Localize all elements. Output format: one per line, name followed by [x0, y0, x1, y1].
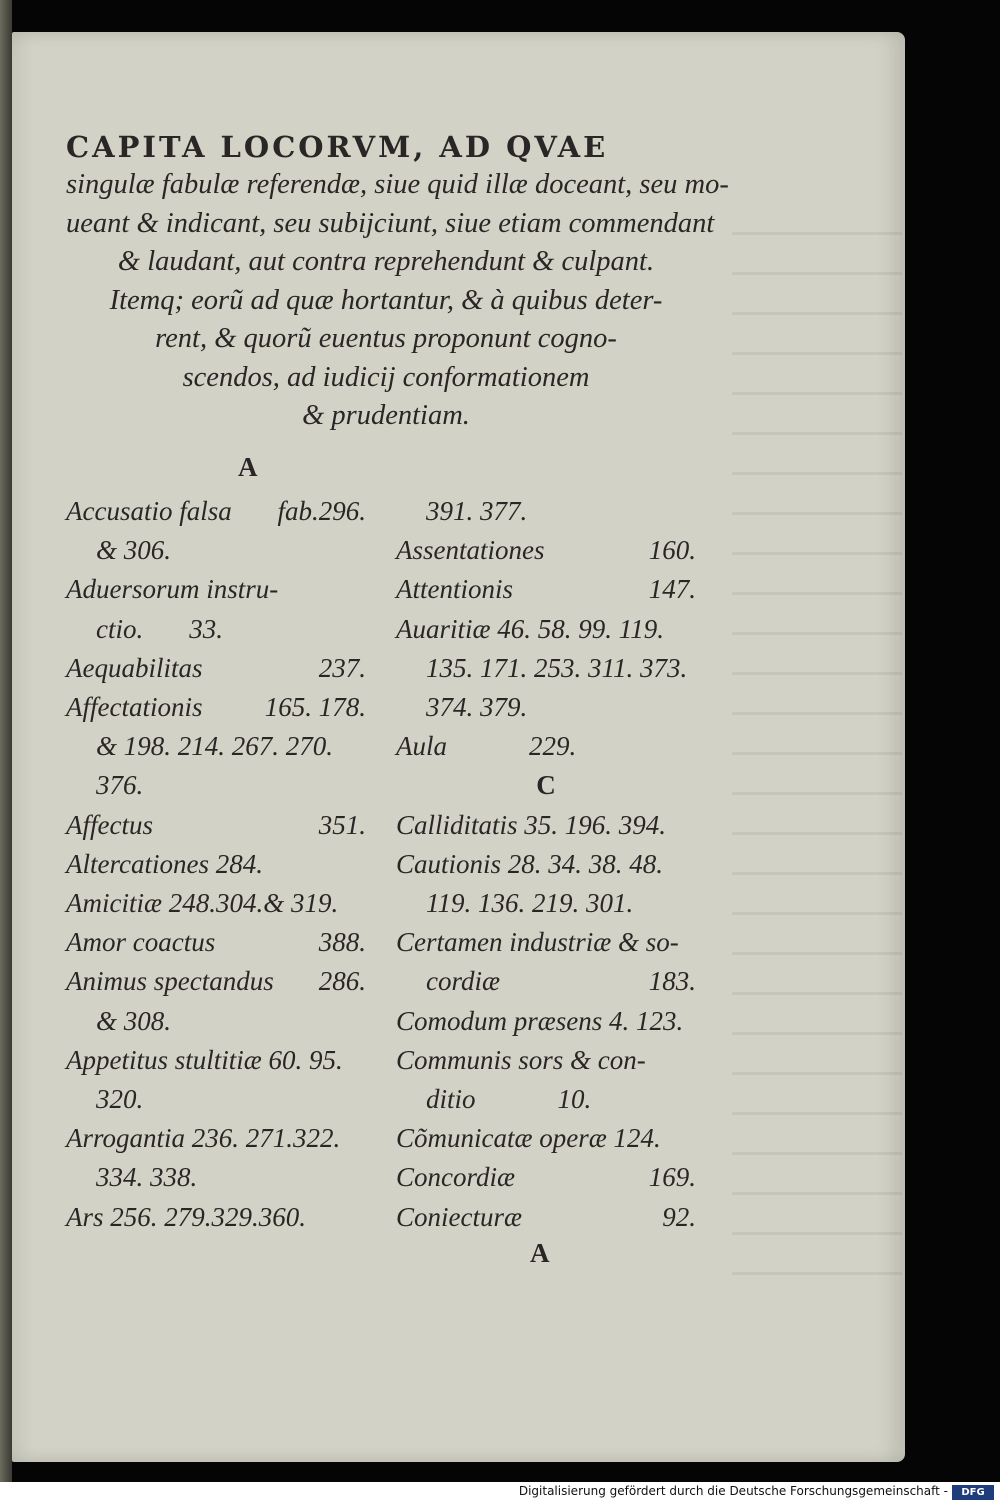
index-term: Appetitus stultitiæ 60. 95. — [66, 1044, 343, 1075]
index-page-refs: 229. — [529, 731, 577, 762]
index-entry — [66, 492, 366, 531]
heading-line: & laudant, aut contra reprehendunt & culpant. — [117, 246, 655, 277]
index-term: Coniecturæ — [396, 1201, 522, 1232]
index-entry — [66, 610, 366, 649]
footer-bar — [0, 1482, 1000, 1504]
index-page-refs: 388. — [318, 927, 366, 958]
index-term: 376. — [96, 770, 144, 801]
index-entry — [66, 766, 366, 805]
index-term: Accusatio falsa — [66, 496, 232, 526]
index-entry — [396, 962, 696, 1001]
index-entry — [66, 531, 366, 570]
section-letter — [396, 766, 696, 805]
index-term: Amor coactus — [66, 927, 216, 958]
index-page-refs: 160. — [648, 535, 696, 566]
index-page-refs: 92. — [662, 1201, 696, 1232]
index-term: Affectationis — [66, 692, 203, 723]
index-entry — [396, 570, 696, 609]
index-column-left — [66, 492, 366, 1237]
book-spine-edge — [0, 0, 12, 1482]
index-entry — [66, 1080, 366, 1119]
index-entry — [66, 845, 366, 884]
index-entry — [396, 531, 696, 570]
index-term: Amicitiæ 248.304.& 319. — [66, 888, 339, 919]
index-term: Certamen industriæ & so- — [396, 927, 679, 958]
index-entry — [396, 610, 696, 649]
index-page-refs: 165. 178. — [264, 692, 366, 723]
index-entry — [66, 649, 366, 688]
index-term: Altercationes 284. — [66, 848, 263, 879]
show-through-text — [732, 202, 902, 1302]
index-entry — [66, 727, 366, 766]
index-term: & 198. 214. 267. 270. — [96, 731, 334, 762]
index-term: 334. 338. — [96, 1162, 198, 1193]
index-page-refs: 169. — [648, 1162, 696, 1193]
heading-line: scendos, ad iudicij conformationem — [182, 361, 590, 393]
index-entry — [396, 1041, 696, 1080]
index-heading — [66, 128, 729, 436]
index-term: C — [536, 770, 556, 801]
index-entry — [66, 806, 366, 845]
index-page-refs: 237. — [318, 652, 366, 683]
heading-line: rent, & quorũ euentus proponunt cogno- — [155, 323, 617, 354]
index-term: Aequabilitas — [66, 652, 203, 683]
index-page-refs: 10. — [557, 1084, 592, 1115]
index-entry — [396, 806, 696, 845]
index-term: 320. — [96, 1084, 144, 1115]
index-term: Affectus — [66, 809, 153, 840]
index-entry — [396, 492, 696, 531]
index-term: Arrogantia 236. 271.322. — [66, 1123, 341, 1154]
heading-line: ueant & indicant, seu subijciunt, siue etiam commendant — [66, 207, 715, 239]
catchword: A — [530, 1238, 550, 1268]
index-entry — [66, 923, 366, 962]
index-entry — [396, 845, 696, 884]
index-term: Aduersorum instru- — [66, 574, 279, 605]
index-entry — [396, 688, 696, 727]
index-page-refs: 286. — [318, 966, 366, 997]
index-entry — [66, 1002, 366, 1041]
index-entry — [66, 1198, 366, 1237]
index-entry — [66, 1041, 366, 1080]
index-term: Calliditatis 35. 196. 394. — [396, 809, 667, 840]
index-term: Communis sors & con- — [396, 1044, 646, 1075]
index-term: & 308. — [96, 1005, 172, 1036]
index-entry — [396, 1119, 696, 1158]
index-entry — [396, 923, 696, 962]
index-entry — [396, 1080, 696, 1119]
index-entry — [396, 1158, 696, 1197]
index-entry — [396, 727, 696, 766]
index-term: ditio — [426, 1084, 476, 1115]
index-entry — [66, 1119, 366, 1158]
index-term: & 306. — [96, 535, 172, 566]
index-column-right — [396, 492, 696, 1237]
index-entry — [66, 570, 366, 609]
index-term: Ars 256. 279.329.360. — [66, 1201, 307, 1232]
index-entry — [396, 1002, 696, 1041]
index-term: Cautionis 28. 34. 38. 48. — [396, 848, 664, 879]
index-term: 135. 171. 253. 311. 373. — [426, 652, 688, 683]
index-term: 391. 377. — [426, 496, 528, 526]
dfg-logo: DFG — [952, 1485, 994, 1500]
index-term: Attentionis — [396, 574, 513, 605]
index-term: 374. 379. — [426, 692, 528, 723]
index-term: Auaritiæ 46. 58. 99. 119. — [396, 613, 665, 644]
index-page-refs: fab.296. — [277, 496, 366, 526]
index-term: Animus spectandus — [66, 966, 274, 997]
heading-caps-line: CAPITA LOCORVM, AD QVAE — [66, 130, 609, 164]
index-entry — [66, 962, 366, 1001]
index-entry — [66, 688, 366, 727]
index-entry — [396, 649, 696, 688]
index-entry — [66, 1158, 366, 1197]
index-page-refs: 183. — [648, 966, 696, 997]
index-term: ctio. — [96, 613, 144, 644]
heading-line: singulæ fabulæ referendæ, siue quid illæ doceant, seu mo- — [66, 169, 729, 200]
heading-line: Itemq; eorũ ad quæ hortantur, & à quibus deter- — [109, 284, 663, 316]
index-term: cordiæ — [426, 966, 500, 997]
index-term: Assentationes — [396, 535, 545, 566]
index-term: Comodum præsens 4. 123. — [396, 1005, 684, 1036]
index-entry — [66, 884, 366, 923]
footer-credit: Digitalisierung gefördert durch die Deutsche Forschungsgemeinschaft - — [518, 1484, 948, 1498]
index-entry — [396, 1198, 696, 1237]
index-page-refs: 33. — [189, 613, 223, 644]
index-term: 119. 136. 219. 301. — [426, 888, 634, 919]
heading-line: & prudentiam. — [302, 400, 470, 431]
section-letter-a: A — [238, 452, 258, 482]
index-term: Cõmunicatæ operæ 124. — [396, 1123, 661, 1154]
index-term: Concordiæ — [396, 1162, 516, 1193]
index-term: Aula — [396, 731, 447, 762]
index-entry — [396, 884, 696, 923]
index-page-refs: 351. — [318, 809, 366, 840]
index-page-refs: 147. — [648, 574, 696, 605]
